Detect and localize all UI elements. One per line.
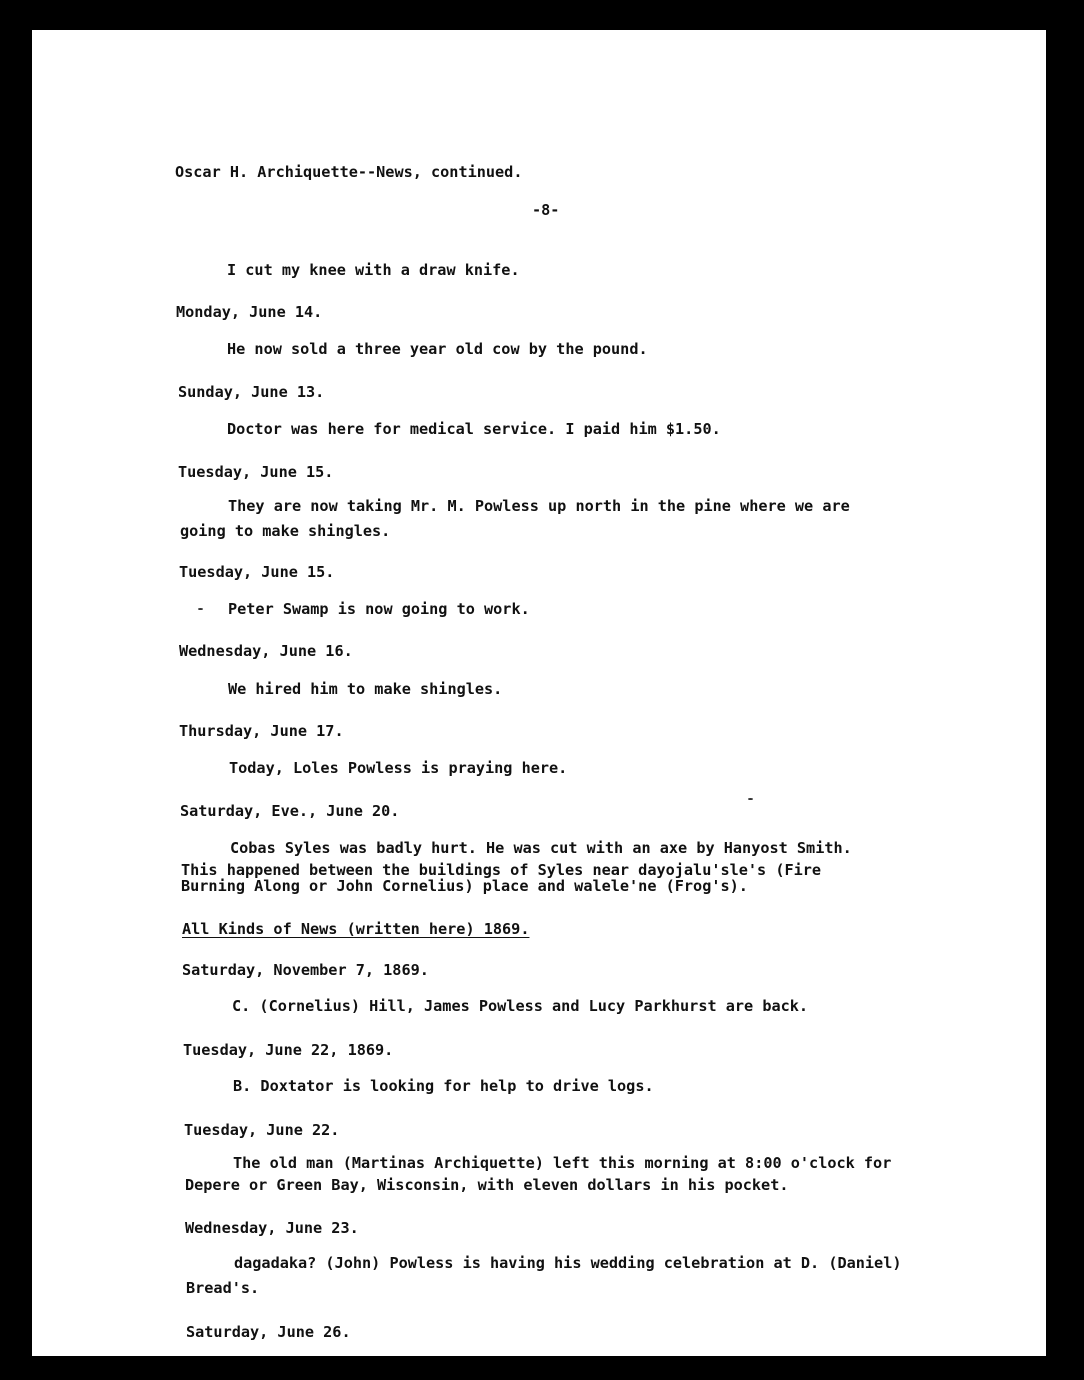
entry-date: Saturday, Eve., June 20. [180, 802, 400, 820]
entry-text: Cobas Syles was badly hurt. He was cut with an axe by Hanyost Smith. [230, 839, 852, 857]
entry-date: Monday, June 14. [176, 303, 323, 321]
scan-speck [198, 608, 203, 610]
entry-text-continued: This happened between the buildings of Syles near dayojalu'sle's (Fire [181, 861, 822, 879]
entry-text: Doctor was here for medical service. I paid him $1.50. [227, 420, 721, 438]
entry-date: Wednesday, June 16. [179, 642, 353, 660]
entry-date: Wednesday, June 23. [185, 1219, 359, 1237]
entry-text-continued: going to make shingles. [180, 522, 391, 540]
entry-text: He now sold a three year old cow by the pound. [227, 340, 648, 358]
typed-document [32, 30, 1046, 1356]
entry-text-continued: Burning Along or John Cornelius) place and walele'ne (Frog's). [181, 877, 748, 895]
entry-text: C. (Cornelius) Hill, James Powless and Lucy Parkhurst are back. [232, 997, 809, 1015]
entry-text: dagadaka? (John) Powless is having his wedding celebration at D. (Daniel) [234, 1254, 902, 1272]
entry-date: Tuesday, June 22, 1869. [183, 1041, 394, 1059]
entry-text-continued: Bread's. [186, 1279, 260, 1297]
entry-date: Tuesday, June 15. [178, 463, 334, 481]
document-header: Oscar H. Archiquette--News, continued. [175, 163, 523, 181]
entry-text: I cut my knee with a draw knife. [227, 261, 520, 279]
entry-date: Saturday, June 26. [186, 1323, 351, 1341]
entry-text: They are now taking Mr. M. Powless up north in the pine where we are [228, 497, 850, 515]
entry-date: Thursday, June 17. [179, 722, 344, 740]
entry-text: The old man (Martinas Archiquette) left this morning at 8:00 o'clock for [233, 1154, 892, 1172]
entry-date: Tuesday, June 22. [184, 1121, 340, 1139]
entry-text: B. Doxtator is looking for help to drive logs. [233, 1077, 654, 1095]
section-heading: All Kinds of News (written here) 1869. [182, 920, 530, 938]
entry-date: Sunday, June 13. [178, 383, 325, 401]
entry-date: Tuesday, June 15. [179, 563, 335, 581]
page-number: -8- [532, 201, 560, 219]
entry-text: We hired him to make shingles. [228, 680, 503, 698]
entry-text: Peter Swamp is now going to work. [228, 600, 530, 618]
entry-text-continued: Depere or Green Bay, Wisconsin, with eleven dollars in his pocket. [185, 1176, 789, 1194]
scan-speck [748, 798, 753, 800]
document-page [32, 30, 1046, 1356]
entry-date: Saturday, November 7, 1869. [182, 961, 429, 979]
entry-text: Today, Loles Powless is praying here. [229, 759, 568, 777]
